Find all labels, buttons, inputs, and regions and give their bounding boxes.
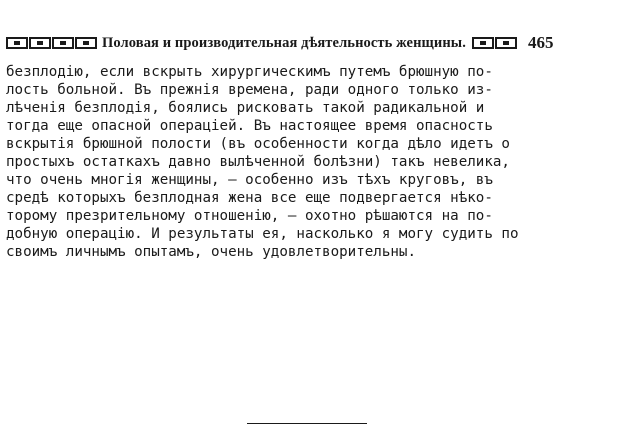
header-ornament-right [472, 37, 518, 49]
ornament-box-icon [6, 37, 28, 49]
footer-rule [247, 423, 367, 424]
text-line: вскрытiя брюшной полости (въ особенности когда дѣло идетъ о [6, 136, 510, 152]
text-line: своимъ личнымъ опытамъ, очень удовлетворительны. [6, 244, 416, 260]
ornament-box-icon [52, 37, 74, 49]
header-ornament-left [6, 37, 98, 49]
ornament-box-icon [472, 37, 494, 49]
text-line: добную операцiю. И результаты ея, насколько я могу судить по [6, 226, 519, 242]
ornament-box-icon [29, 37, 51, 49]
text-line: лѣченія безплодiя, боялись рисковать такой радикальной и [6, 100, 485, 116]
text-line: простыхъ остаткахъ давно вылѣченной болѣзни) такъ невелика, [6, 154, 510, 170]
page-number: 465 [527, 33, 554, 52]
ornament-box-icon [495, 37, 517, 49]
text-line: торому презрительному отношенiю, — охотно рѣшаются на по- [6, 208, 493, 224]
text-line: безплодiю, если вскрыть хирургическимъ путемъ брюшную по- [6, 64, 493, 80]
ornament-box-icon [75, 37, 97, 49]
text-line: тогда еще опасной операцiей. Въ настоящее время опасность [6, 118, 493, 134]
text-line: что очень многiя женщины, — особенно изъ тѣхъ круговъ, въ [6, 172, 493, 188]
running-title: Половая и производительная дѣятельность женщины. [102, 34, 466, 51]
running-header [6, 30, 618, 56]
text-line: лость больной. Въ прежнія времена, ради одного только из- [6, 82, 493, 98]
body-paragraph [6, 63, 616, 261]
text-line: средѣ которыхъ безплодная жена все еще подвергается нѣко- [6, 190, 493, 206]
